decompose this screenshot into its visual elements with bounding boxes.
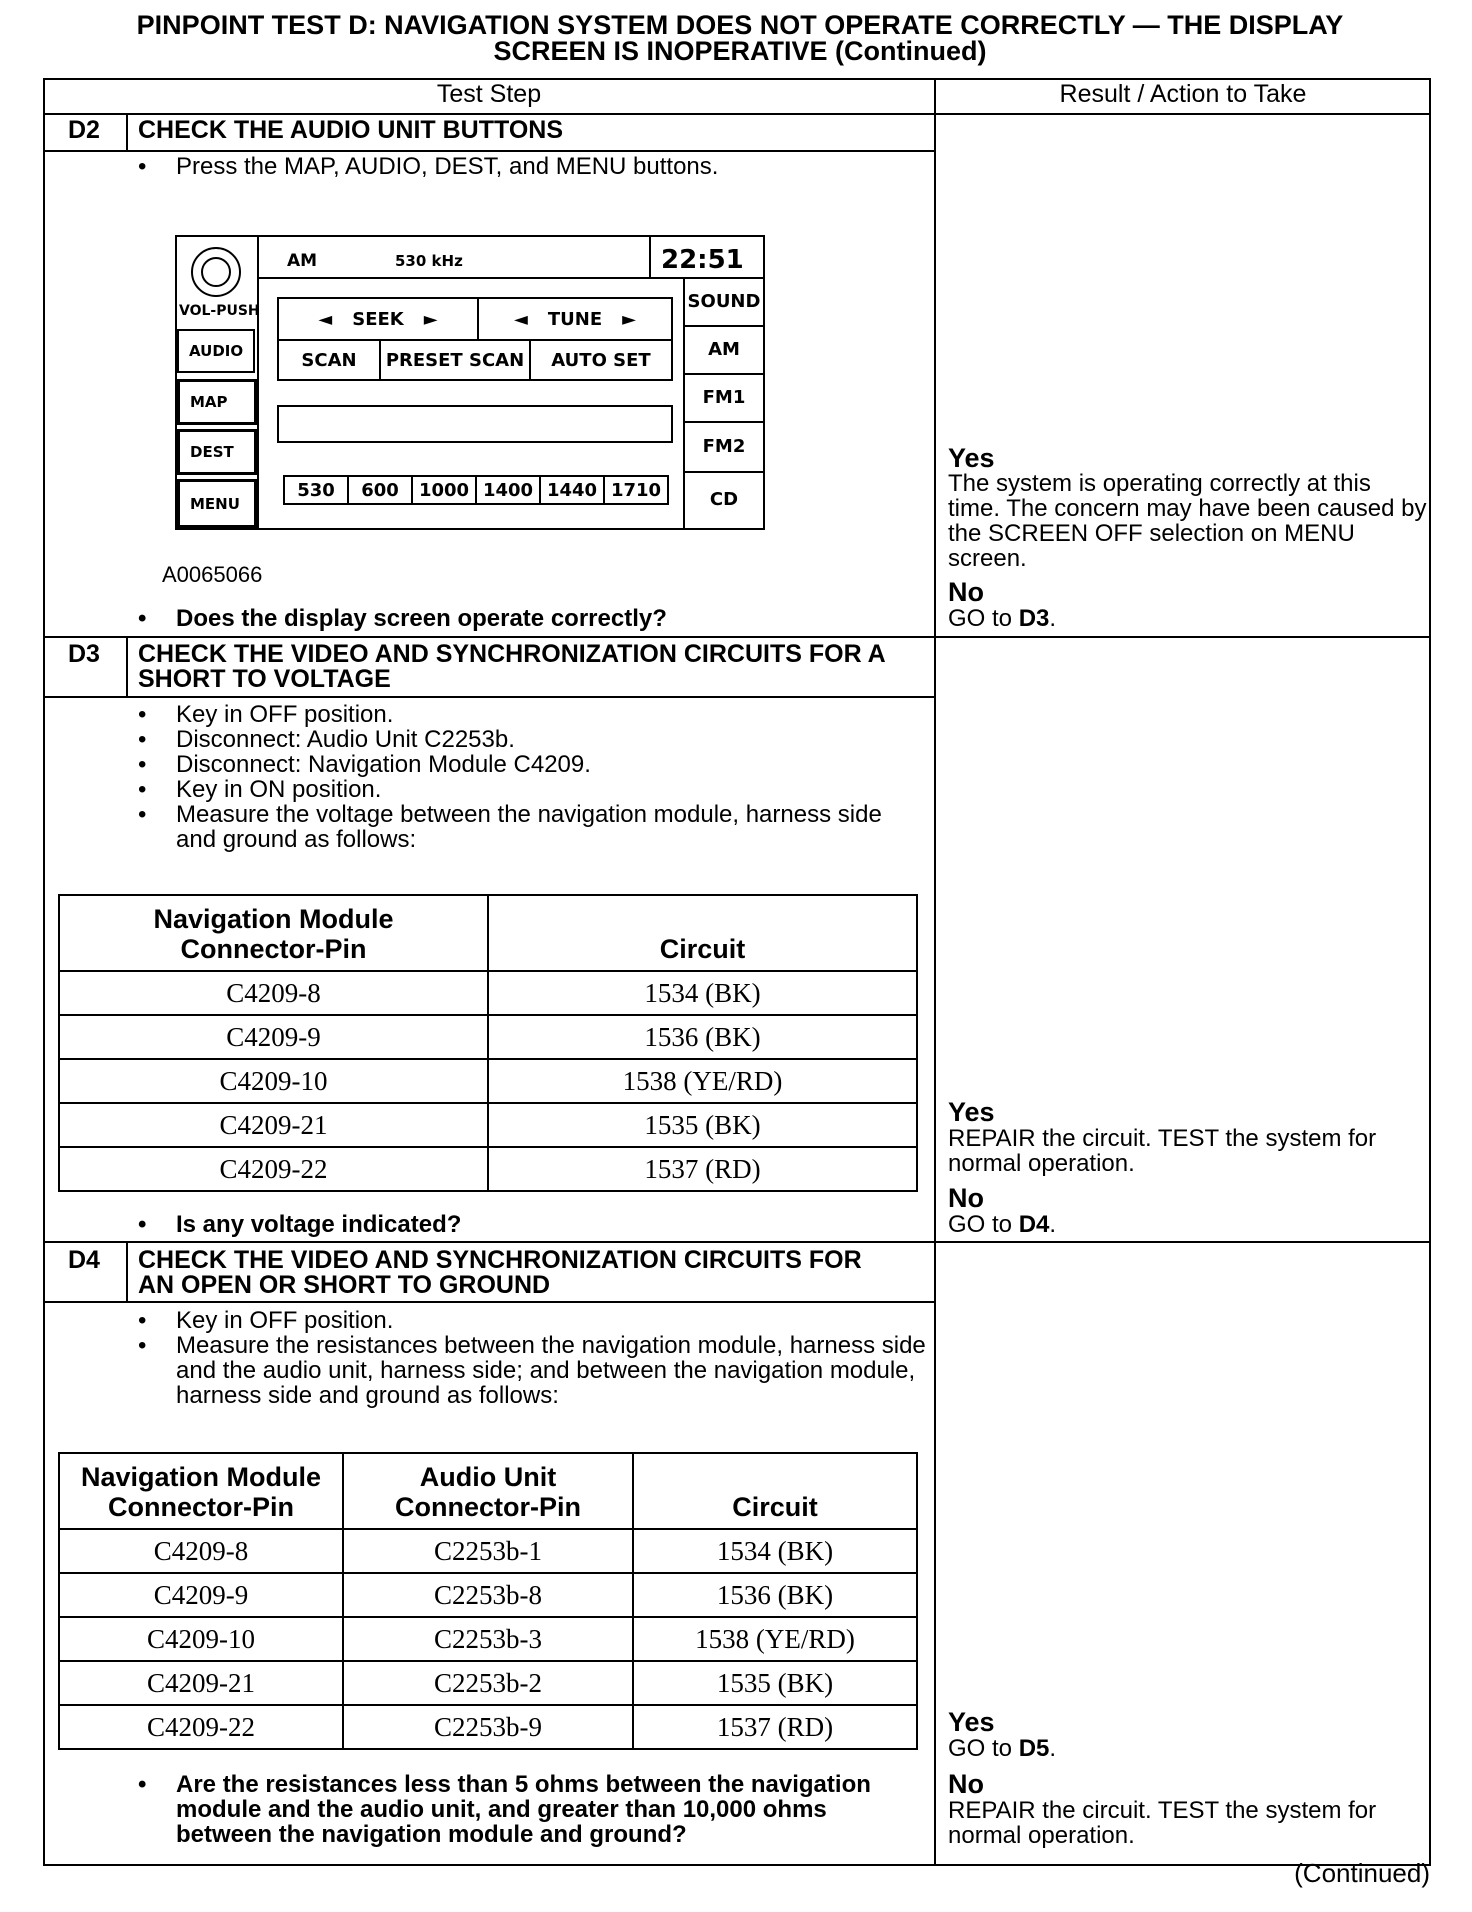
fm1-button[interactable]: FM1: [683, 373, 765, 423]
d4-resistance-table: [58, 1452, 918, 1750]
page-title: [40, 12, 1440, 64]
d3-col-connector-pin: Navigation Module Connector-Pin: [59, 895, 488, 971]
d4-heading-line-2: AN OPEN OR SHORT TO GROUND: [138, 1271, 551, 1299]
d2-yes-text: The system is operating correctly at this time. The concern may have been caused by the SCREEN OFF selection on MENU screen.: [948, 470, 1427, 572]
d4-col-circuit: Circuit: [633, 1453, 917, 1529]
d4-col-nav-connector-pin: Navigation Module Connector-Pin: [59, 1453, 343, 1529]
figure-id: A0065066: [162, 562, 263, 587]
d3-no-text: GO to D4.: [948, 1211, 1057, 1238]
d3-yes-label: Yes: [948, 1097, 995, 1127]
table-row: C4209-8 C2253b-1 1534 (BK): [59, 1529, 917, 1573]
d3-no-label: No: [948, 1183, 984, 1213]
d2-no-target[interactable]: D3: [1018, 605, 1050, 632]
preset-scan-button[interactable]: PRESET SCAN: [379, 339, 531, 381]
d4-heading-line-1: CHECK THE VIDEO AND SYNCHRONIZATION CIRCUITS FOR: [138, 1246, 862, 1274]
column-divider: [934, 78, 936, 1866]
test-step-header: Test Step: [436, 80, 542, 108]
preset-button[interactable]: 1400: [475, 475, 541, 505]
map-button[interactable]: MAP: [177, 379, 257, 425]
d3-col-circuit: Circuit: [488, 895, 917, 971]
table-row: C4209-9 C2253b-8 1536 (BK): [59, 1573, 917, 1617]
continued-label: (Continued): [1294, 1858, 1430, 1888]
title-line-2: SCREEN IS INOPERATIVE (Continued): [493, 36, 987, 66]
table-row: C4209-22 C2253b-9 1537 (RD): [59, 1705, 917, 1749]
band-readout: AM: [287, 251, 318, 271]
d4-no-label: No: [948, 1769, 984, 1799]
audio-unit-figure: [175, 235, 765, 530]
frequency-readout: 530 kHz: [395, 252, 463, 270]
d2-heading-rule: [43, 150, 935, 152]
result-header: Result / Action to Take: [1059, 80, 1307, 108]
d2-heading: CHECK THE AUDIO UNIT BUTTONS: [138, 116, 563, 144]
table-row: C4209-8 1534 (BK): [59, 971, 917, 1015]
d4-yes-text: GO to D5.: [948, 1735, 1057, 1762]
header-rule: [43, 113, 1431, 115]
audio-button[interactable]: AUDIO: [177, 329, 255, 373]
table-row: C4209-9 1536 (BK): [59, 1015, 917, 1059]
preset-button[interactable]: 1440: [539, 475, 605, 505]
table-row: C4209-21 C2253b-2 1535 (BK): [59, 1661, 917, 1705]
cd-button[interactable]: CD: [709, 489, 739, 510]
d2-no-label: No: [948, 577, 984, 607]
d2-yes-label: Yes: [948, 443, 995, 473]
clock-readout: 22:51: [661, 245, 744, 275]
d3-voltage-table: [58, 894, 918, 1192]
d4-heading-rule: [43, 1301, 935, 1303]
table-row: C4209-21 1535 (BK): [59, 1103, 917, 1147]
d4-col-audio-connector-pin: Audio Unit Connector-Pin: [343, 1453, 633, 1529]
d3-heading-line-2: SHORT TO VOLTAGE: [138, 665, 391, 693]
d3-end-rule: [43, 1241, 1431, 1243]
preset-button[interactable]: 530: [283, 475, 349, 505]
step-id-divider: [126, 1242, 128, 1302]
title-line-1: PINPOINT TEST D: NAVIGATION SYSTEM DOES NOT OPERATE CORRECTLY — THE DISPLAY: [136, 10, 1344, 40]
d2-step-id: D2: [68, 116, 100, 144]
table-row: C4209-10 1538 (YE/RD): [59, 1059, 917, 1103]
auto-set-button[interactable]: AUTO SET: [529, 339, 673, 381]
preset-button[interactable]: 1000: [411, 475, 477, 505]
dest-button[interactable]: DEST: [177, 429, 257, 475]
preset-buttons: [283, 475, 673, 503]
d4-no-text: REPAIR the circuit. TEST the system for normal operation.: [948, 1797, 1377, 1849]
am-button[interactable]: AM: [683, 325, 765, 375]
display-field: [277, 405, 673, 443]
step-id-divider: [126, 637, 128, 697]
preset-button[interactable]: 600: [347, 475, 413, 505]
tune-control[interactable]: ◄ TUNE ►: [477, 297, 673, 341]
volume-knob[interactable]: [191, 247, 241, 297]
d3-heading-line-1: CHECK THE VIDEO AND SYNCHRONIZATION CIRCUITS FOR A: [138, 640, 886, 668]
d4-yes-target[interactable]: D5: [1018, 1735, 1050, 1762]
d2-end-rule: [43, 636, 1431, 638]
sound-button[interactable]: SOUND: [683, 277, 765, 327]
fm2-button[interactable]: FM2: [683, 421, 765, 473]
d3-step-id: D3: [68, 640, 100, 668]
d4-step-id: D4: [68, 1246, 100, 1274]
d2-no-text: GO to D3.: [948, 605, 1057, 632]
d3-heading-rule: [43, 696, 935, 698]
table-row: C4209-10 C2253b-3 1538 (YE/RD): [59, 1617, 917, 1661]
scan-button[interactable]: SCAN: [277, 339, 381, 381]
d3-no-target[interactable]: D4: [1018, 1211, 1050, 1238]
vol-push-label: VOL-PUSH: [179, 303, 260, 319]
d4-yes-label: Yes: [948, 1707, 995, 1737]
step-id-divider: [126, 114, 128, 151]
table-row: C4209-22 1537 (RD): [59, 1147, 917, 1191]
menu-button[interactable]: MENU: [177, 479, 257, 528]
seek-control[interactable]: ◄ SEEK ►: [277, 297, 479, 341]
preset-button[interactable]: 1710: [603, 475, 669, 505]
d3-yes-text: REPAIR the circuit. TEST the system for normal operation.: [948, 1125, 1377, 1177]
